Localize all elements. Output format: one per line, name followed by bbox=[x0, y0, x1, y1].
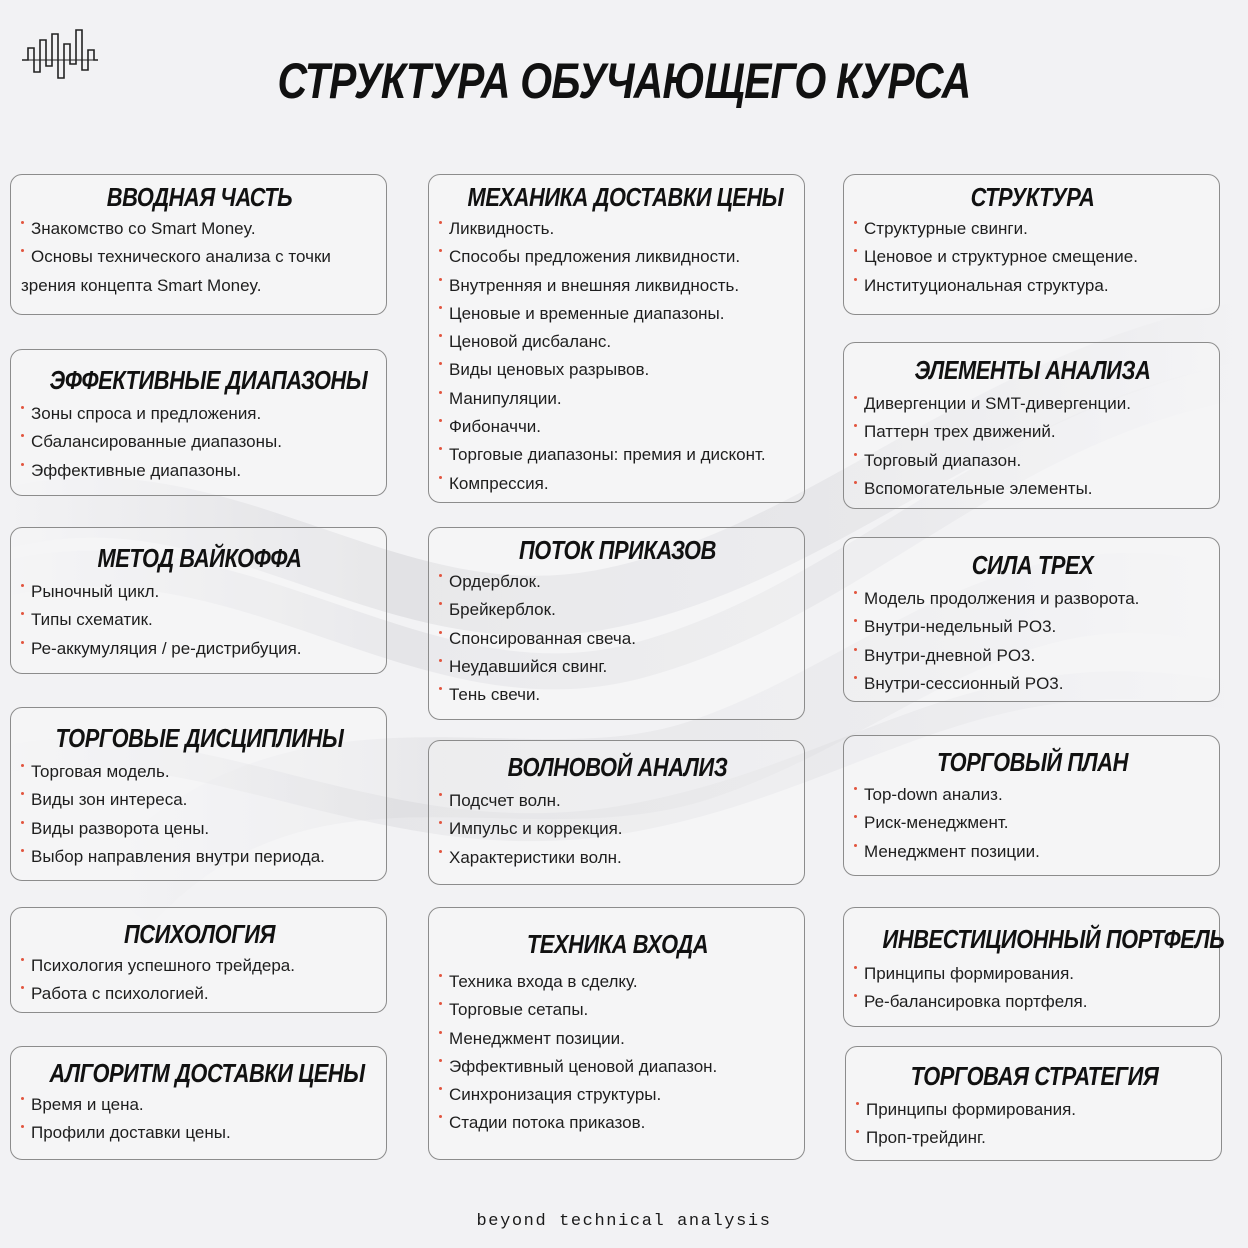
card-title: ПОТОК ПРИКАЗОВ bbox=[519, 535, 716, 565]
card-intro bbox=[10, 174, 387, 315]
list-item: Импульс и коррекция. bbox=[439, 815, 796, 843]
list-item: Эффективный ценовой диапазон. bbox=[439, 1053, 796, 1081]
list-item: Фибоначчи. bbox=[439, 413, 796, 441]
card-wyckoff bbox=[10, 527, 387, 674]
card-price-delivery-mechanics bbox=[428, 174, 805, 503]
card-title: ТОРГОВЫЙ ПЛАН bbox=[937, 747, 1128, 777]
list-item: Торговый диапазон. bbox=[854, 447, 1211, 475]
card-trading-strategy bbox=[845, 1046, 1222, 1161]
list-item: Торговые сетапы. bbox=[439, 996, 796, 1024]
list-item: Компрессия. bbox=[439, 470, 796, 498]
list-item: Ре-балансировка портфеля. bbox=[854, 988, 1211, 1016]
list-item: Основы технического анализа с точки зрения концепта Smart Money. bbox=[21, 243, 378, 300]
list-item: Внутри-дневной PO3. bbox=[854, 642, 1211, 670]
card-title: ВВОДНАЯ ЧАСТЬ bbox=[106, 182, 293, 212]
card-title: ЭЛЕМЕНТЫ АНАЛИЗА bbox=[914, 355, 1151, 385]
list-item: Профили доставки цены. bbox=[21, 1119, 378, 1147]
card-title: ТОРГОВЫЕ ДИСЦИПЛИНЫ bbox=[55, 723, 344, 753]
list-item: Ценовой дисбаланс. bbox=[439, 328, 796, 356]
list-item: Ценовые и временные диапазоны. bbox=[439, 300, 796, 328]
list-item: Характеристики волн. bbox=[439, 844, 796, 872]
card-trading-disciplines bbox=[10, 707, 387, 881]
list-item: Техника входа в сделку. bbox=[439, 968, 796, 996]
card-psychology bbox=[10, 907, 387, 1013]
card-title: МЕТОД ВАЙКОФФА bbox=[97, 543, 302, 573]
card-effective-ranges bbox=[10, 349, 387, 496]
list-item: Ре-аккумуляция / ре-дистрибуция. bbox=[21, 635, 378, 663]
card-title: ТОРГОВАЯ СТРАТЕГИЯ bbox=[910, 1061, 1159, 1091]
list-item: Торговые диапазоны: премия и дисконт. bbox=[439, 441, 796, 469]
list-item: Риск-менеджмент. bbox=[854, 809, 1211, 837]
card-title: СТРУКТУРА bbox=[970, 182, 1095, 212]
card-investment-portfolio bbox=[843, 907, 1225, 1027]
list-item: Внутренняя и внешняя ликвидность. bbox=[439, 272, 796, 300]
list-item: Манипуляции. bbox=[439, 385, 796, 413]
list-item: Менеджмент позиции. bbox=[854, 838, 1211, 866]
list-item: Время и цена. bbox=[21, 1091, 378, 1119]
card-price-delivery-algorithm bbox=[10, 1046, 387, 1160]
footer-tagline: beyond technical analysis bbox=[476, 1212, 772, 1231]
list-item: Вспомогательные элементы. bbox=[854, 475, 1211, 503]
list-item: Психология успешного трейдера. bbox=[21, 952, 378, 980]
list-item: Рыночный цикл. bbox=[21, 578, 378, 606]
card-trading-plan bbox=[843, 735, 1220, 876]
list-item: Внутри-сессионный PO3. bbox=[854, 670, 1211, 698]
list-item: Знакомство со Smart Money. bbox=[21, 215, 378, 243]
list-item: Тень свечи. bbox=[439, 681, 796, 709]
card-wave-analysis bbox=[428, 740, 805, 885]
list-item: Принципы формирования. bbox=[854, 960, 1211, 988]
list-item: Виды разворота цены. bbox=[21, 815, 378, 843]
card-title: МЕХАНИКА ДОСТАВКИ ЦЕНЫ bbox=[467, 182, 784, 212]
list-item: Спонсированная свеча. bbox=[439, 625, 796, 653]
list-item: Брейкерблок. bbox=[439, 596, 796, 624]
list-item: Подсчет волн. bbox=[439, 787, 796, 815]
list-item: Структурные свинги. bbox=[854, 215, 1211, 243]
card-title: ИНВЕСТИЦИОННЫЙ ПОРТФЕЛЬ bbox=[882, 924, 1225, 954]
list-item: Внутри-недельный PO3. bbox=[854, 613, 1211, 641]
page-title: СТРУКТУРА ОБУЧАЮЩЕГО КУРСА bbox=[277, 53, 971, 109]
card-entry-technique bbox=[428, 907, 805, 1160]
list-item: Работа с психологией. bbox=[21, 980, 378, 1008]
list-item: Менеджмент позиции. bbox=[439, 1025, 796, 1053]
card-power-of-three bbox=[843, 537, 1220, 702]
card-title: ТЕХНИКА ВХОДА bbox=[526, 929, 709, 959]
card-structure bbox=[843, 174, 1220, 315]
list-item: Модель продолжения и разворота. bbox=[854, 585, 1211, 613]
list-item: Зоны спроса и предложения. bbox=[21, 400, 378, 428]
card-title: ЭФФЕКТИВНЫЕ ДИАПАЗОНЫ bbox=[49, 365, 368, 395]
list-item: Сбалансированные диапазоны. bbox=[21, 428, 378, 456]
list-item: Паттерн трех движений. bbox=[854, 418, 1211, 446]
list-item: Ценовое и структурное смещение. bbox=[854, 243, 1211, 271]
card-analysis-elements bbox=[843, 342, 1220, 509]
list-item: Эффективные диапазоны. bbox=[21, 457, 378, 485]
list-item: Торговая модель. bbox=[21, 758, 378, 786]
list-item: Синхронизация структуры. bbox=[439, 1081, 796, 1109]
waveform-bars-logo-icon bbox=[20, 20, 100, 84]
card-title: ВОЛНОВОЙ АНАЛИЗ bbox=[507, 752, 728, 782]
list-item: Принципы формирования. bbox=[856, 1096, 1213, 1124]
list-item: Ордерблок. bbox=[439, 568, 796, 596]
list-item: Top-down анализ. bbox=[854, 781, 1211, 809]
list-item: Проп-трейдинг. bbox=[856, 1124, 1213, 1152]
card-title: АЛГОРИТМ ДОСТАВКИ ЦЕНЫ bbox=[49, 1058, 365, 1088]
list-item: Выбор направления внутри периода. bbox=[21, 843, 378, 871]
list-item: Ликвидность. bbox=[439, 215, 796, 243]
list-item: Виды ценовых разрывов. bbox=[439, 356, 796, 384]
card-title: ПСИХОЛОГИЯ bbox=[123, 919, 275, 949]
list-item: Неудавшийся свинг. bbox=[439, 653, 796, 681]
list-item: Дивергенции и SMT-дивергенции. bbox=[854, 390, 1211, 418]
card-title: СИЛА ТРЕХ bbox=[971, 550, 1094, 580]
list-item: Институциональная структура. bbox=[854, 272, 1211, 300]
list-item: Стадии потока приказов. bbox=[439, 1109, 796, 1137]
list-item: Типы схематик. bbox=[21, 606, 378, 634]
list-item: Способы предложения ликвидности. bbox=[439, 243, 796, 271]
list-item: Виды зон интереса. bbox=[21, 786, 378, 814]
card-order-flow bbox=[428, 527, 805, 720]
